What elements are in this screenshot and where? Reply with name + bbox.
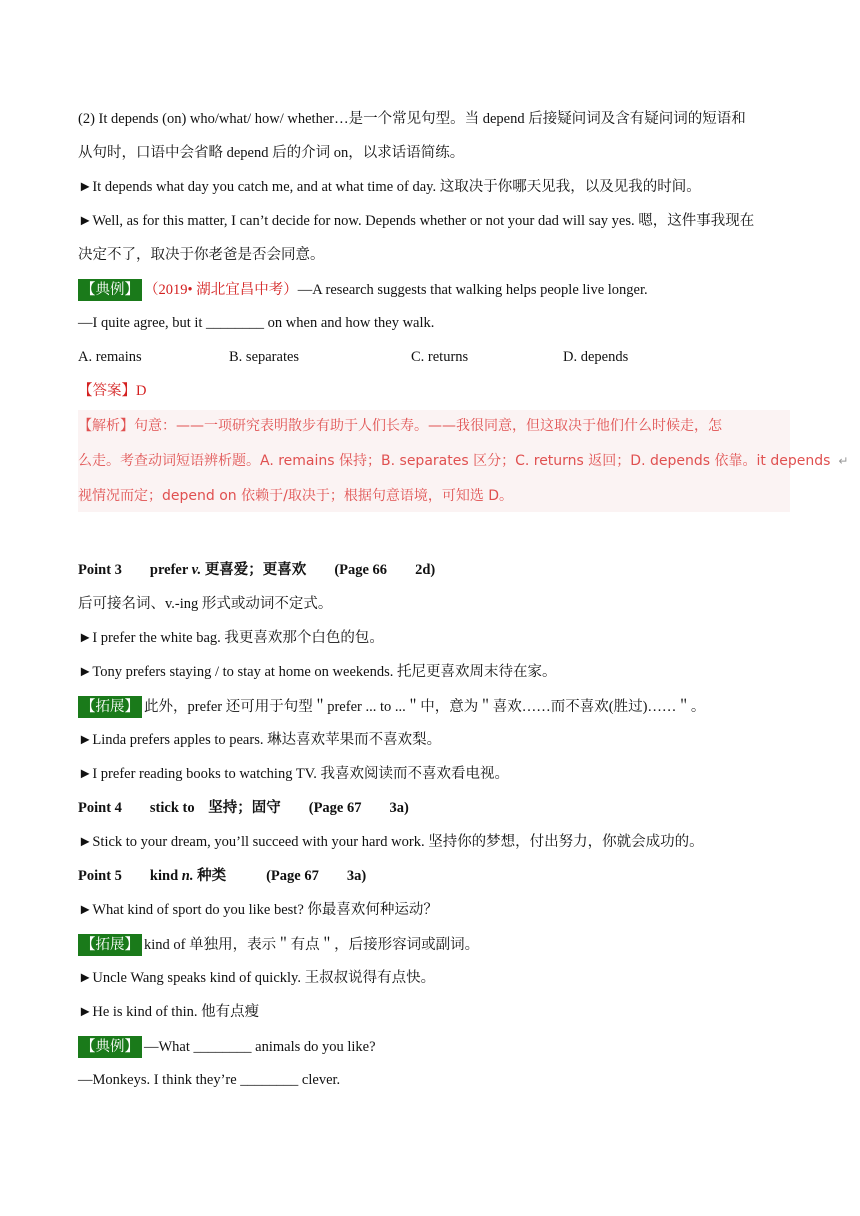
answer-value: D xyxy=(136,383,147,399)
exercise-ref: 3a) xyxy=(346,868,367,884)
point5-heading xyxy=(78,866,366,886)
example-sentence: ►What kind of sport do you like best? 你最喜欢何种运动？ xyxy=(78,902,438,918)
page-ref: (Page 67 xyxy=(266,868,319,884)
point-word: prefer xyxy=(149,562,189,578)
part-of-speech: v. xyxy=(191,562,202,578)
point4-heading xyxy=(78,798,409,818)
point-word: stick to xyxy=(149,800,195,816)
point-label: Point 3 xyxy=(78,562,122,578)
example-sentence: ►I prefer reading books to watching TV. 我喜欢阅读而不喜欢看电视。 xyxy=(78,766,510,782)
analysis-text: 么走。考查动词短语辨析题。A. remains 保持；B. separates 区分；C. returns 返回；D. depends 依靠。it depends xyxy=(78,453,831,469)
point-label: Point 5 xyxy=(78,868,122,884)
example-sentence: ►Uncle Wang speaks kind of quickly. 王叔叔说得有点快。 xyxy=(78,970,436,986)
analysis-line xyxy=(78,451,848,471)
example-source: （2019• 湖北宜昌中考） xyxy=(144,282,298,298)
option-a: A. remains xyxy=(78,349,142,365)
paragraph-mark-icon: ↵ xyxy=(838,454,849,468)
example-tag: 【典例】 xyxy=(78,279,142,301)
extension-tag: 【拓展】 xyxy=(78,934,142,956)
option-d: D. depends xyxy=(563,349,629,365)
example-sentence: 决定不了，取决于你老爸是否会同意。 xyxy=(78,247,325,263)
extension-text: kind of 单独用，表示＂有点＂，后接形容词或副词。 xyxy=(144,937,480,953)
option-c: C. returns xyxy=(411,349,469,365)
question-line: —What ________ animals do you like? xyxy=(144,1039,376,1055)
example-sentence: ►Linda prefers apples to pears. 琳达喜欢苹果而不喜欢梨。 xyxy=(78,732,442,748)
paragraph-line: 从句时，口语中会省略 depend 后的介词 on，以求话语简练。 xyxy=(78,145,465,161)
question-line: —A research suggests that walking helps people live longer. xyxy=(297,282,648,298)
analysis-line: 【解析】句意：——一项研究表明散步有助于人们长寿。——我很同意，但这取决于他们什么时候走，怎 xyxy=(78,418,722,434)
example-question xyxy=(78,1036,376,1058)
answer-line xyxy=(78,381,146,401)
example-sentence: ►Tony prefers staying / to stay at home on weekends. 托尼更喜欢周末待在家。 xyxy=(78,664,557,680)
page-ref: (Page 66 xyxy=(334,562,388,578)
example-question xyxy=(78,279,648,301)
point3-heading xyxy=(78,560,435,580)
option-b: B. separates xyxy=(229,349,300,365)
example-tag: 【典例】 xyxy=(78,1036,142,1058)
question-line: —Monkeys. I think they’re ________ clever. xyxy=(78,1072,341,1088)
answer-tag: 【答案】 xyxy=(78,383,136,399)
extension-text: 此外，prefer 还可用于句型＂prefer ... to ...＂中，意为＂喜欢……而不喜欢(胜过)……＂。 xyxy=(144,699,706,715)
point-meaning: 更喜爱；更喜欢 xyxy=(204,562,307,578)
point-meaning: 坚持；固守 xyxy=(208,800,281,816)
example-sentence: ►Well, as for this matter, I can’t decide for now. Depends whether or not your dad will say yes. 嗯，这件事我现在 xyxy=(78,213,755,229)
extension-line xyxy=(78,934,479,956)
exercise-ref: 3a) xyxy=(389,800,409,816)
paragraph-line: (2) It depends (on) who/what/ how/ whether…是一个常见句型。当 depend 后接疑问词及含有疑问词的短语和 xyxy=(78,111,746,127)
part-of-speech: n. xyxy=(181,868,194,884)
question-line: —I quite agree, but it ________ on when and how they walk. xyxy=(78,315,435,331)
analysis-line: 视情况而定；depend on 依赖于/取决于；根据句意语境，可知选 D。 xyxy=(78,488,514,504)
example-sentence: ►I prefer the white bag. 我更喜欢那个白色的包。 xyxy=(78,630,384,646)
extension-line xyxy=(78,696,705,718)
point-word: kind xyxy=(149,868,179,884)
point-label: Point 4 xyxy=(78,800,122,816)
example-sentence: ►Stick to your dream, you’ll succeed with your hard work. 坚持你的梦想，付出努力，你就会成功的。 xyxy=(78,834,704,850)
description-line: 后可接名词、v.-ing 形式或动词不定式。 xyxy=(78,596,333,612)
example-sentence: ►He is kind of thin. 他有点瘦 xyxy=(78,1004,260,1020)
page-ref: (Page 67 xyxy=(308,800,362,816)
extension-tag: 【拓展】 xyxy=(78,696,142,718)
example-sentence: ►It depends what day you catch me, and at what time of day. 这取决于你哪天见我，以及见我的时间。 xyxy=(78,179,701,195)
point-meaning: 种类 xyxy=(197,868,227,884)
exercise-ref: 2d) xyxy=(415,562,436,578)
